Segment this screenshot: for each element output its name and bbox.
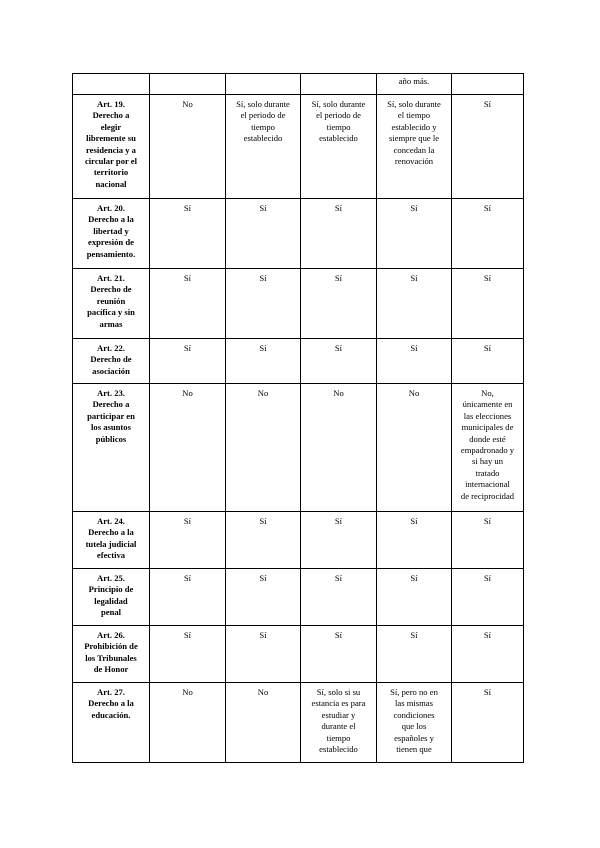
table-row (73, 683, 524, 763)
table-cell: Sí, solo durante el tiempo establecido y siempre que le concedan la renovación (377, 95, 452, 199)
table-cell: Sí, solo si su estancia es para estudiar y durante el tiempo establecido (301, 683, 377, 763)
table-cell: No (150, 683, 226, 763)
table-cell: Sí (301, 569, 377, 626)
table-cell: Sí (377, 199, 452, 269)
table-row (73, 626, 524, 683)
table-cell: Sí (377, 569, 452, 626)
table-cell: No, únicamente en las elecciones municipales de donde esté empadronado y si hay un tratado internacional de reciprocidad (452, 384, 524, 512)
table-cell: Sí (452, 626, 524, 683)
table-cell: Sí (377, 512, 452, 569)
table-cell: Sí (452, 683, 524, 763)
table-cell: Sí (377, 339, 452, 384)
table-cell: año más. (377, 74, 452, 95)
table-cell: Sí (377, 269, 452, 339)
table-row (73, 339, 524, 384)
table-cell: Sí (301, 626, 377, 683)
table-cell: Sí (150, 512, 226, 569)
table-cell: Sí (301, 512, 377, 569)
table-cell: Sí (452, 512, 524, 569)
table-cell: Sí (452, 95, 524, 199)
table-row (73, 384, 524, 512)
table-cell: No (301, 384, 377, 512)
article-cell: Art. 20. Derecho a la libertad y expresión de pensamiento. (73, 199, 150, 269)
table-cell: Sí (452, 269, 524, 339)
article-cell (73, 74, 150, 95)
table-row (73, 199, 524, 269)
table-row (73, 95, 524, 199)
table-cell: Sí (301, 269, 377, 339)
table-cell: Sí, solo durante el periodo de tiempo establecido (301, 95, 377, 199)
table-cell: Sí, pero no en las mismas condiciones que los españoles y tienen que (377, 683, 452, 763)
article-cell: Art. 27. Derecho a la educación. (73, 683, 150, 763)
table-cell: Sí (226, 269, 301, 339)
table-cell (150, 74, 226, 95)
table-row (73, 512, 524, 569)
table-cell: No (377, 384, 452, 512)
table-cell: Sí (226, 339, 301, 384)
table-cell: Sí (150, 569, 226, 626)
table-cell: Sí (452, 199, 524, 269)
table-row (73, 269, 524, 339)
table-cell: Sí (301, 339, 377, 384)
rights-table (72, 73, 524, 763)
table-cell: Sí (150, 199, 226, 269)
article-cell: Art. 23. Derecho a participar en los asuntos públicos (73, 384, 150, 512)
article-cell: Art. 24. Derecho a la tutela judicial efectiva (73, 512, 150, 569)
table-cell (226, 74, 301, 95)
article-cell: Art. 19. Derecho a elegir libremente su residencia y a circular por el territorio nacional (73, 95, 150, 199)
table-cell: Sí (226, 626, 301, 683)
table-cell: Sí (452, 339, 524, 384)
table-cell (452, 74, 524, 95)
table-cell: Sí (452, 569, 524, 626)
table-cell (301, 74, 377, 95)
table-row (73, 74, 524, 95)
article-cell: Art. 22. Derecho de asociación (73, 339, 150, 384)
table-cell: No (150, 95, 226, 199)
table-cell: Sí, solo durante el periodo de tiempo establecido (226, 95, 301, 199)
table-cell: Sí (226, 199, 301, 269)
table-cell: No (150, 384, 226, 512)
table-cell: Sí (377, 626, 452, 683)
table-row (73, 569, 524, 626)
table-cell: No (226, 384, 301, 512)
table-cell: Sí (150, 269, 226, 339)
article-cell: Art. 25. Principio de legalidad penal (73, 569, 150, 626)
table-cell: Sí (150, 626, 226, 683)
table-cell: Sí (226, 569, 301, 626)
table-cell: Sí (301, 199, 377, 269)
table-cell: Sí (226, 512, 301, 569)
table-cell: No (226, 683, 301, 763)
table-cell: Sí (150, 339, 226, 384)
article-cell: Art. 21. Derecho de reunión pacífica y sin armas (73, 269, 150, 339)
article-cell: Art. 26. Prohibición de los Tribunales de Honor (73, 626, 150, 683)
